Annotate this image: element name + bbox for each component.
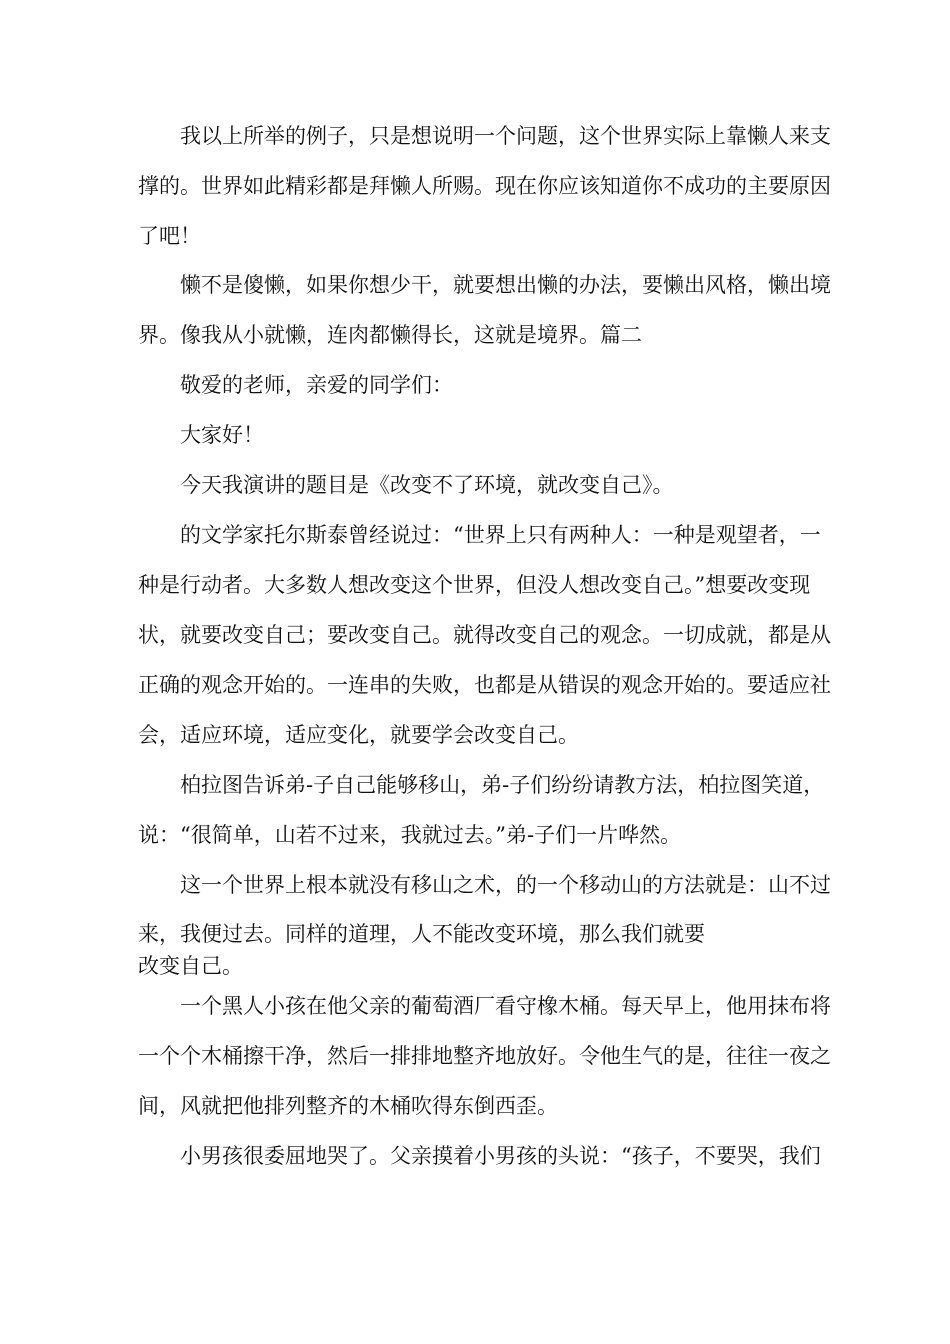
text-line: 柏拉图告诉弟-子自己能够移山，弟-子们纷纷请教方法，柏拉图笑道， (138, 773, 825, 797)
text-line: 界。像我从小就懒，连肉都懒得长，这就是境界。篇二 (138, 323, 642, 347)
text-line: 种是行动者。大多数人想改变这个世界，但没人想改变自己。”想要改变现 (138, 573, 811, 597)
text-line: 的文学家托尔斯泰曾经说过：“世界上只有两种人：一种是观望者，一 (138, 523, 821, 547)
text-line: 一个个木桶擦干净，然后一排排地整齐地放好。令他生气的是，往往一夜之 (138, 1044, 831, 1068)
text-line: 说：“很简单，山若不过来，我就过去。”弟-子们一片哗然。 (138, 823, 682, 847)
text-line: 懒不是傻懒，如果你想少干，就要想出懒的办法，要懒出风格，懒出境 (138, 273, 831, 297)
text-line: 撑的。世界如此精彩都是拜懒人所赐。现在你应该知道你不成功的主要原因 (138, 174, 831, 198)
text-line: 间，风就把他排列整齐的木桶吹得东倒西歪。 (138, 1094, 558, 1118)
text-line: 改变自己。 (138, 954, 243, 978)
text-line: 小男孩很委屈地哭了。父亲摸着小男孩的头说：“孩子，不要哭，我们 (138, 1144, 821, 1168)
text-line: 了吧！ (138, 224, 201, 248)
text-line: 一个黑人小孩在他父亲的葡萄酒厂看守橡木桶。每天早上，他用抹布将 (138, 994, 831, 1018)
text-line: 状，就要改变自己；要改变自己。就得改变自己的观念。一切成就，都是从 (138, 623, 831, 647)
text-line: 今天我演讲的题目是《改变不了环境，就改变自己》。 (138, 473, 674, 497)
text-line: 正确的观念开始的。一连串的失败，也都是从错误的观念开始的。要适应社 (138, 673, 831, 697)
text-line: 来，我便过去。同样的道理，人不能改变环境，那么我们就要 (138, 922, 705, 946)
text-line: 这一个世界上根本就没有移山之术，的一个移动山的方法就是：山不过 (138, 873, 831, 897)
text-line: 我以上所举的例子，只是想说明一个问题，这个世界实际上靠懒人来支 (138, 124, 831, 148)
text-line: 敬爱的老师，亲爱的同学们： (138, 373, 453, 397)
text-line: 大家好！ (138, 423, 264, 447)
text-line: 会，适应环境，适应变化，就要学会改变自己。 (138, 723, 579, 747)
